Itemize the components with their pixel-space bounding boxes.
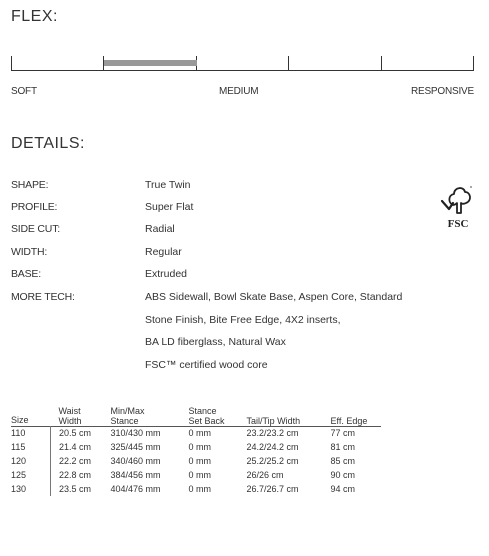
cell-tailtip: 23.2/23.2 cm: [246, 428, 299, 439]
cell-setback: 0 mm: [188, 484, 211, 494]
col-header-waist-line1: Waist: [58, 405, 81, 416]
cell-setback: 0 mm: [188, 456, 211, 466]
cell-edge: 94 cm: [330, 484, 356, 494]
fsc-logo: [440, 183, 476, 231]
table-row: [11, 468, 381, 482]
detail-value-more-tech-line: ABS Sidewall, Bowl Skate Base, Aspen Core, Standard: [145, 291, 403, 303]
table-row: [11, 426, 381, 440]
cell-size: 120: [11, 456, 27, 466]
cell-stance: 404/476 mm: [110, 484, 161, 494]
flex-scale-baseline: [11, 70, 474, 71]
cell-tailtip: 24.2/24.2 cm: [246, 442, 299, 452]
detail-value-sidecut: Radial: [145, 223, 175, 235]
flex-scale: [11, 48, 474, 73]
fsc-tree-icon: [440, 183, 476, 217]
col-header-waist: [51, 400, 111, 426]
flex-label-responsive: RESPONSIVE: [410, 86, 474, 97]
flex-tick: [381, 56, 382, 71]
cell-stance: 310/430 mm: [110, 428, 161, 439]
flex-tick: [11, 56, 12, 71]
detail-value-profile: Super Flat: [145, 201, 194, 213]
cell-stance: 384/456 mm: [110, 470, 161, 480]
cell-tailtip: 26/26 cm: [246, 470, 284, 480]
col-header-setback-line2: Set Back: [188, 415, 225, 426]
cell-edge: 90 cm: [330, 470, 356, 480]
flex-tick: [288, 56, 289, 71]
specs-header-row: [11, 400, 381, 426]
cell-size: 115: [11, 442, 26, 452]
flex-label-medium: MEDIUM: [219, 86, 259, 97]
cell-edge: 85 cm: [330, 456, 356, 466]
col-header-setback-line1: Stance: [188, 405, 217, 416]
col-header-stance: [111, 400, 189, 426]
col-header-tailtip: Tail/Tip Width: [246, 415, 301, 426]
col-header-setback: [189, 400, 247, 426]
flex-heading: FLEX:: [11, 8, 58, 25]
detail-label-base: BASE:: [11, 268, 41, 280]
detail-label-profile: PROFILE:: [11, 201, 58, 213]
detail-label-sidecut: SIDE CUT:: [11, 223, 60, 235]
table-row: [11, 454, 381, 468]
detail-value-more-tech-line: FSC™ certified wood core: [145, 359, 268, 371]
cell-stance: 340/460 mm: [110, 456, 161, 466]
detail-value-shape: True Twin: [145, 179, 191, 191]
detail-label-width: WIDTH:: [11, 246, 48, 258]
detail-value-base: Extruded: [145, 268, 188, 280]
cell-waist: 22.8 cm: [51, 468, 111, 482]
fsc-logo-text: FSC: [447, 218, 469, 230]
detail-value-width: Regular: [145, 246, 182, 258]
cell-tailtip: 25.2/25.2 cm: [246, 456, 299, 466]
cell-size: 125: [11, 470, 27, 480]
detail-value-more-tech-line: Stone Finish, Bite Free Edge, 4X2 inserts,: [145, 314, 341, 326]
cell-setback: 0 mm: [188, 470, 211, 480]
flex-tick: [473, 56, 474, 71]
flex-label-soft: SOFT: [11, 86, 37, 97]
cell-setback: 0 mm: [188, 442, 211, 452]
col-header-size: Size: [11, 414, 29, 425]
cell-waist: 20.5 cm: [51, 426, 111, 440]
cell-stance: 325/445 mm: [110, 442, 161, 452]
specs-table: [11, 400, 381, 496]
cell-size: 130: [11, 484, 27, 494]
cell-setback: 0 mm: [188, 428, 211, 439]
cell-waist: 22.2 cm: [51, 454, 111, 468]
cell-waist: 21.4 cm: [51, 440, 111, 454]
col-header-stance-line2: Stance: [110, 415, 139, 426]
cell-edge: 77 cm: [330, 428, 356, 439]
specs-table-wrapper: [11, 400, 381, 496]
table-row: [11, 482, 381, 496]
detail-value-more-tech-line: BA LD fiberglass, Natural Wax: [145, 336, 286, 348]
details-heading: DETAILS:: [11, 135, 85, 152]
col-header-edge: Eff. Edge: [330, 415, 368, 426]
detail-label-more-tech: MORE TECH:: [11, 291, 75, 303]
detail-label-shape: SHAPE:: [11, 179, 49, 191]
cell-edge: 81 cm: [330, 442, 356, 452]
cell-waist: 23.5 cm: [51, 482, 111, 496]
flex-rating-fill: [104, 60, 197, 66]
cell-size: 110: [11, 428, 26, 439]
col-header-stance-line1: Min/Max: [110, 405, 145, 416]
cell-tailtip: 26.7/26.7 cm: [246, 484, 299, 494]
col-header-waist-line2: Width: [58, 415, 82, 426]
table-row: [11, 440, 381, 454]
